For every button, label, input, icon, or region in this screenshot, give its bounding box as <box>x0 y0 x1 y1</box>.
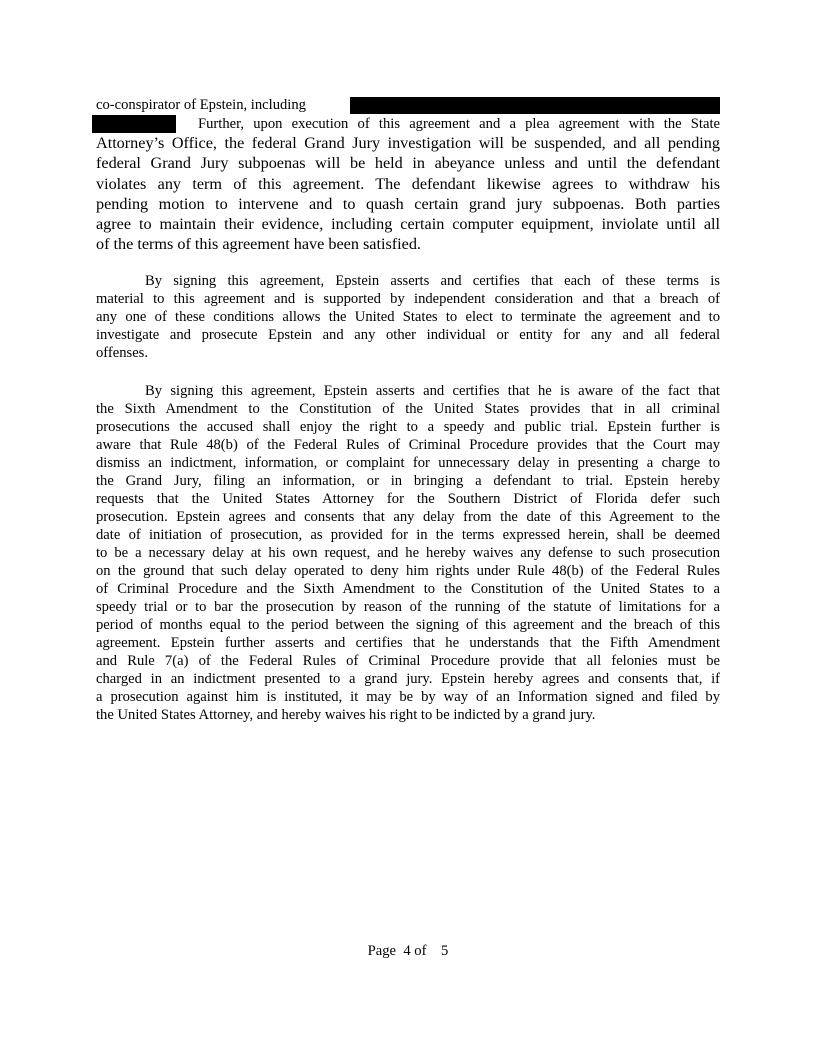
para2-line: investigate and prosecute Epstein and any other individual or entity for any and all federal <box>96 327 720 343</box>
para3-line: prosecutions the accused shall enjoy the right to a speedy and public trial. Epstein further is <box>96 419 720 435</box>
para1-line: of the terms of this agreement have been satisfied. <box>96 235 421 253</box>
para3-line: the Sixth Amendment to the Constitution of the United States provides that in all criminal <box>96 401 720 417</box>
para2-line: offenses. <box>96 345 149 361</box>
para1-line: federal Grand Jury subpoenas will be held in abeyance unless and until the defendant <box>96 154 720 172</box>
para3-line: and Rule 7(a) of the Federal Rules of Criminal Procedure provide that all felonies must be <box>96 653 720 669</box>
para3-line: requests that the United States Attorney for the Southern District of Florida defer such <box>96 491 720 507</box>
para3-line: to be a necessary delay at his own request, and he hereby waives any defense to such prosecution <box>96 545 720 561</box>
para1-line: violates any term of this agreement. The defendant likewise agrees to withdraw his <box>96 175 720 193</box>
para1-line: pending motion to intervene and to quash certain grand jury subpoenas. Both parties <box>96 195 720 213</box>
header-fragment-line1: co-conspirator of Epstein, including <box>96 97 306 113</box>
para3-line: dismiss an indictment, information, or complaint for unnecessary delay in presenting a charge to <box>96 455 720 471</box>
para1-line: Attorney’s Office, the federal Grand Jury investigation will be suspended, and all pending <box>96 134 720 152</box>
para2-line: material to this agreement and is supported by independent consideration and that a breach of <box>96 291 720 307</box>
para3-line: the United States Attorney, and hereby waives his right to be indicted by a grand jury. <box>96 707 596 723</box>
para3-line: By signing this agreement, Epstein asserts and certifies that he is aware of the fact that <box>145 383 720 399</box>
para3-line: period of months equal to the period between the signing of this agreement and the breach of this <box>96 617 720 633</box>
para3-line: prosecution. Epstein agrees and consents that any delay from the date of this Agreement to the <box>96 509 720 525</box>
para3-line: a prosecution against him is instituted, it may be by way of an Information signed and filed by <box>96 689 720 705</box>
para3-line: date of initiation of prosecution, as provided for in the terms expressed herein, shall be deemed <box>96 527 720 543</box>
para3-line: agreement. Epstein further asserts and certifies that he understands that the Fifth Amendment <box>96 635 720 651</box>
para3-line: on the ground that such delay operated to deny him rights under Rule 48(b) of the Federal Rules <box>96 563 720 579</box>
redaction-block-1 <box>350 97 720 114</box>
para3-line: the Grand Jury, filing an information, or in bringing a defendant to trial. Epstein hereby <box>96 473 720 489</box>
para1-line: agree to maintain their evidence, including certain computer equipment, inviolate until all <box>96 215 720 233</box>
para3-line: speedy trial or to bar the prosecution by reason of the running of the statute of limitations for a <box>96 599 720 615</box>
redaction-block-2 <box>92 115 176 133</box>
header-fragment-line2: Further, upon execution of this agreement and a plea agreement with the State <box>198 116 720 132</box>
page-number-footer: Page 4 of 5 <box>367 943 449 959</box>
para3-line: of Criminal Procedure and the Sixth Amendment to the Constitution of the United States to a <box>96 581 720 597</box>
para3-line: aware that Rule 48(b) of the Federal Rules of Criminal Procedure provides that the Court may <box>96 437 720 453</box>
para2-line: By signing this agreement, Epstein asserts and certifies that each of these terms is <box>145 273 720 289</box>
para2-line: any one of these conditions allows the United States to elect to terminate the agreement and to <box>96 309 720 325</box>
para3-line: charged in an indictment presented to a grand jury. Epstein hereby agrees and consents that, if <box>96 671 720 687</box>
